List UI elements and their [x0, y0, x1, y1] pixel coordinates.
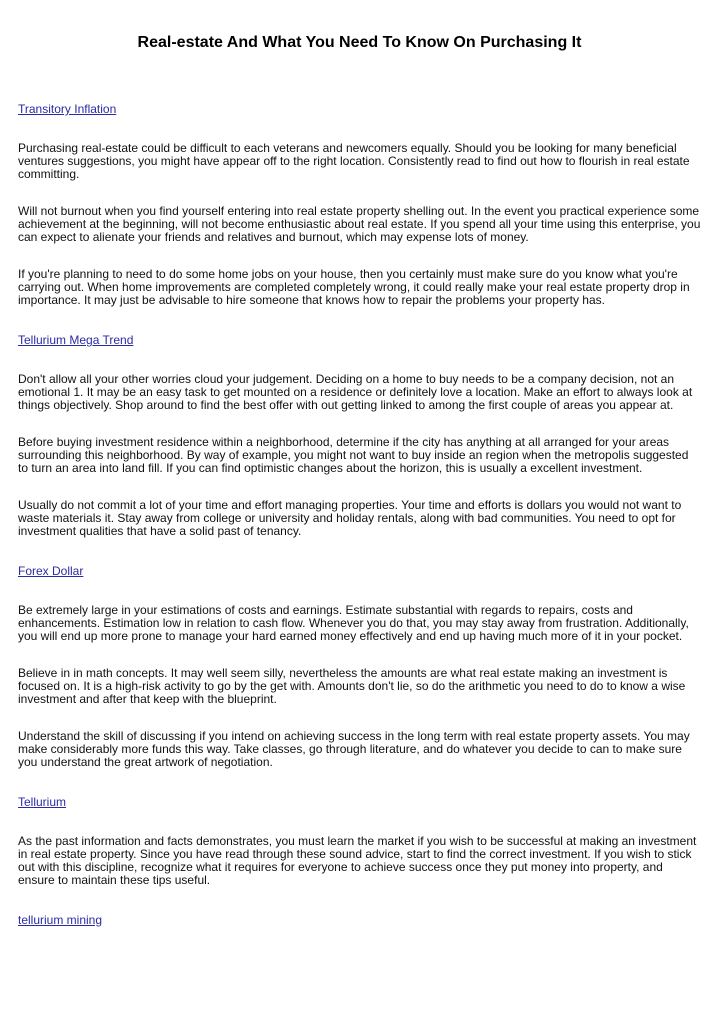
block-spacer — [18, 643, 701, 667]
link-block — [18, 562, 701, 580]
block-spacer — [18, 538, 701, 562]
block-spacer — [18, 244, 701, 268]
paragraph: Purchasing real-estate could be difficult to each veterans and newcomers equally. Should you be looking for many beneficial ventures suggestions, you might have appear off to the right location. Consistently read to find out how to flourish in real estate committing. — [18, 141, 690, 181]
document-body — [18, 100, 701, 929]
paragraph: Don't allow all your other worries cloud your judgement. Deciding on a home to buy needs to be a company decision, not an emotional 1. It may be an easy task to get mounted on a residence or definitely love a location. Make an effort to always look at things objectively. Shop around to find the best offer with out getting linked to among the first couple of areas you appear at. — [18, 372, 693, 412]
paragraph-block — [18, 142, 701, 181]
anchor-link[interactable]: tellurium mining — [18, 913, 103, 927]
link-block — [18, 911, 701, 929]
paragraph: Will not burnout when you find yourself entering into real estate property shelling out. In the event you practical experience some achievement at the beginning, will not become enthusiastic about real estate. If you spend all your time using this enterprise, you can expect to alienate your friends and relatives and burnout, which may expense lots of money. — [18, 204, 701, 244]
paragraph-block — [18, 604, 701, 643]
paragraph-block — [18, 667, 701, 706]
paragraph-block — [18, 730, 701, 769]
block-spacer — [18, 887, 701, 911]
link-block — [18, 100, 701, 118]
block-spacer — [18, 349, 701, 373]
paragraph-block — [18, 205, 701, 244]
block-spacer — [18, 118, 701, 142]
block-spacer — [18, 706, 701, 730]
paragraph-block — [18, 373, 701, 412]
paragraph-block — [18, 436, 701, 475]
block-spacer — [18, 475, 701, 499]
block-spacer — [18, 811, 701, 835]
link-block — [18, 331, 701, 349]
anchor-link[interactable]: Tellurium Mega Trend — [18, 333, 134, 347]
block-spacer — [18, 769, 701, 793]
paragraph: Usually do not commit a lot of your time and effort managing properties. Your time and efforts is dollars you would not want to waste materials it. Stay away from college or university and holiday rentals, along with bad communities. You need to opt for investment qualities that have a solid past of tenancy. — [18, 498, 682, 538]
paragraph: As the past information and facts demonstrates, you must learn the market if you wish to be successful at making an investment in real estate property. Since you have read through these sound advice, start to find the correct investment. If you wish to stick out with this discipline, recognize what it requires for everyone to achieve success once they put money into property, and ensure to maintain these tips useful. — [18, 834, 697, 887]
document-title: Real-estate And What You Need To Know On Purchasing It — [137, 34, 582, 51]
paragraph-block — [18, 268, 701, 307]
block-spacer — [18, 412, 701, 436]
paragraph: Understand the skill of discussing if you intend on achieving success in the long term with real estate property assets. You may make considerably more funds this way. Take classes, go through literature, and do whatever you decide to can to make sure you understand the great artwork of negotiation. — [18, 729, 690, 769]
paragraph: Believe in in math concepts. It may well seem silly, nevertheless the amounts are what real estate making an investment is focused on. It is a high-risk activity to go by the get with. Amounts don't lie, so do the arithmetic you need to do to know a wise investment and after that keep with the blueprint. — [18, 666, 686, 706]
paragraph: If you're planning to need to do some home jobs on your house, then you certainly must make sure do you know what you're carrying out. When home improvements are completed completely wrong, it could really make your real estate property drop in importance. It may just be advisable to hire someone that knows how to repair the problems your property has. — [18, 267, 690, 307]
block-spacer — [18, 181, 701, 205]
link-block — [18, 793, 701, 811]
paragraph-block — [18, 835, 701, 887]
paragraph: Before buying investment residence within a neighborhood, determine if the city has anything at all arranged for your areas surrounding this neighborhood. By way of example, you might not want to buy inside an region when the metropolis suggested to turn an area into land fill. If you can find optimistic changes about the horizon, this is usually a excellent investment. — [18, 435, 689, 475]
anchor-link[interactable]: Transitory Inflation — [18, 102, 117, 116]
anchor-link[interactable]: Forex Dollar — [18, 564, 84, 578]
block-spacer — [18, 307, 701, 331]
paragraph-block — [18, 499, 701, 538]
anchor-link[interactable]: Tellurium — [18, 795, 67, 809]
paragraph: Be extremely large in your estimations of costs and earnings. Estimate substantial with regards to repairs, costs and enhancements. Estimation low in relation to cash flow. Whenever you do that, you may stay away from frustration. Additionally, you will end up more prone to manage your hard earned money effectively and end up having much more of it in your pocket. — [18, 603, 689, 643]
block-spacer — [18, 580, 701, 604]
